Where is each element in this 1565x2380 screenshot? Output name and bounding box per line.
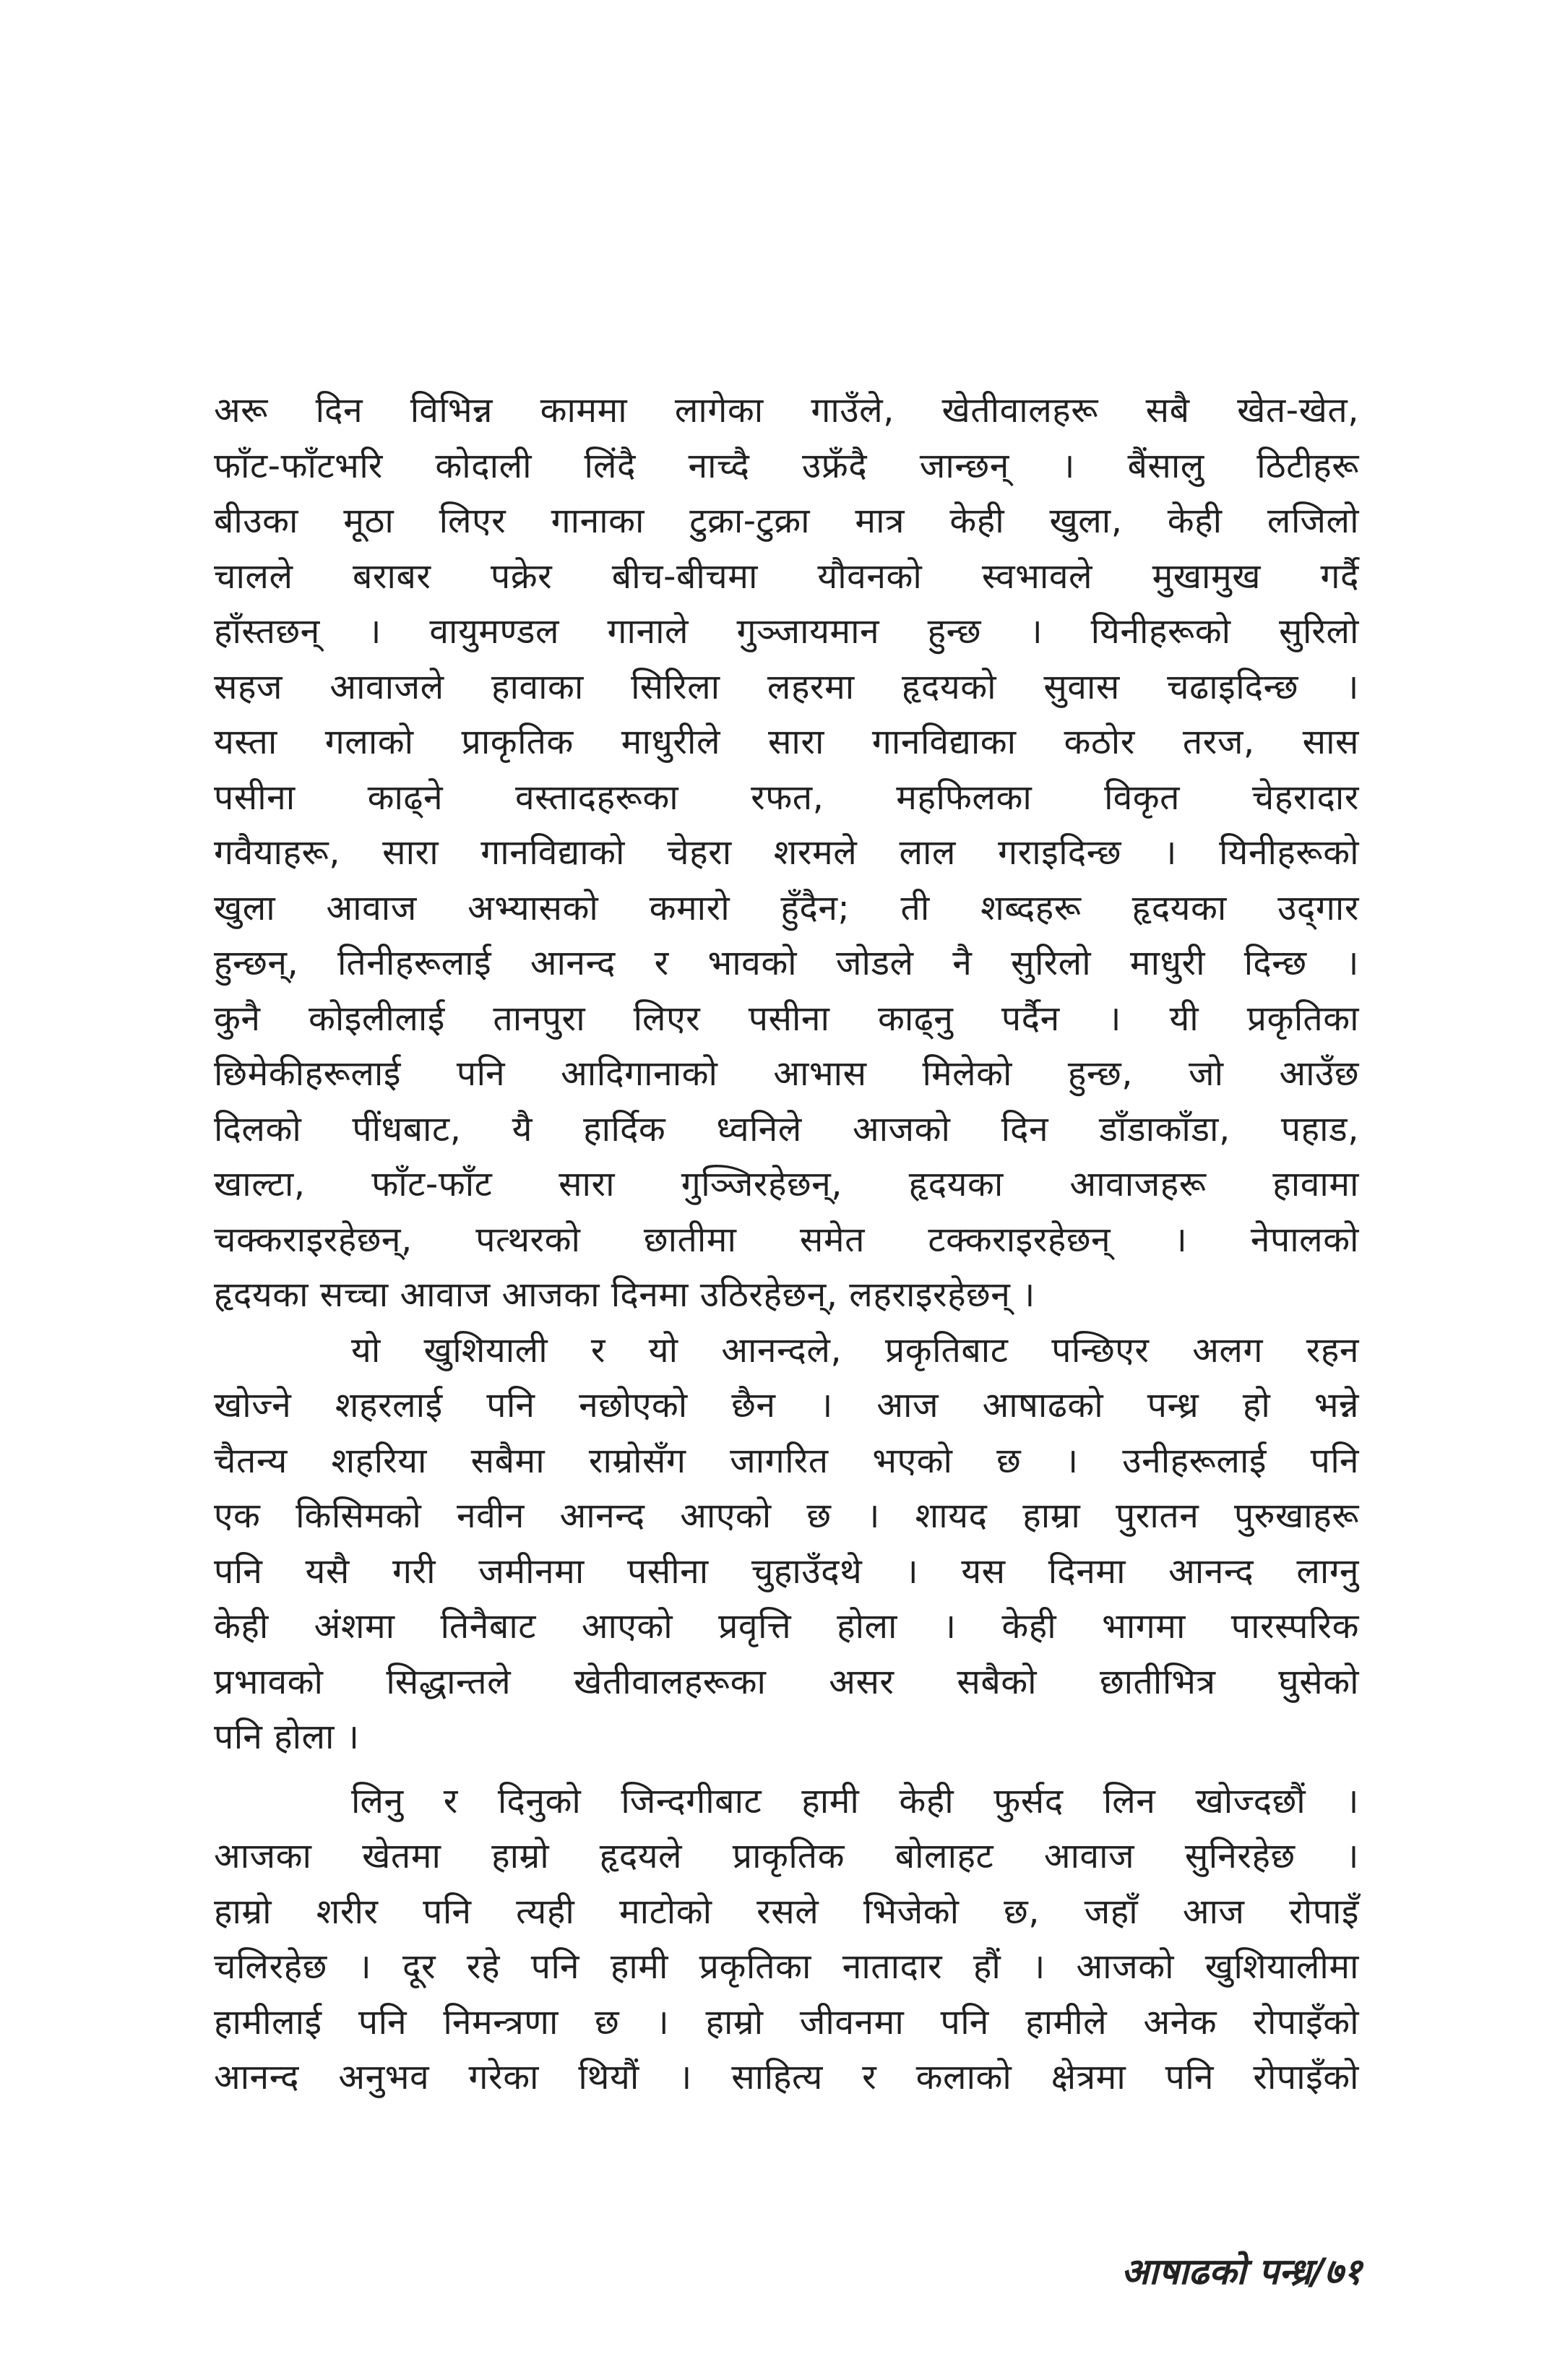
text-line: अरू दिन विभिन्न काममा लागेका गाउँले, खेतीवालहरू सबै खेत-खेत, — [214, 390, 1359, 431]
page-number: ७१ — [1324, 2251, 1362, 2293]
text-line: हामीलाई पनि निमन्त्रणा छ । हाम्रो जीवनमा पनि हामीले अनेक रोपाइँको — [214, 2001, 1359, 2043]
text-line: फाँट-फाँटभरि कोदाली लिंदै नाच्दै उफ्रँदै जान्छन् । बैंसालु ठिटीहरू — [214, 445, 1359, 486]
running-title: आषाढको पन्ध्र — [1121, 2251, 1311, 2293]
text-line: हुन्छन्, तिनीहरूलाई आनन्द र भावको जोडले नै सुरिलो माधुरी दिन्छ । — [214, 943, 1359, 983]
text-line: चक्कराइरहेछन्, पत्थरको छातीमा समेत टक्कराइरहेछन् । नेपालको — [214, 1219, 1359, 1260]
text-line: हाम्रो शरीर पनि त्यही माटोको रसले भिजेको छ, जहाँ आज रोपाइँ — [214, 1891, 1359, 1932]
text-line: यस्ता गलाको प्राकृतिक माधुरीले सारा गानविद्याका कठोर तरज, सास — [214, 722, 1359, 762]
paragraph-2 — [214, 1323, 1359, 1765]
text-line: कुनै कोइलीलाई तानपुरा लिएर पसीना काढ्नु पर्दैन । यी प्रकृतिका — [214, 998, 1359, 1039]
page-footer — [1030, 2246, 1362, 2295]
text-line: आजका खेतमा हाम्रो हृदयले प्राकृतिक बोलाहट आवाज सुनिरहेछ । — [214, 1836, 1359, 1876]
text-line: दिलको पींधबाट, यै हार्दिक ध्वनिले आजको दिन डाँडाकाँडा, पहाड, — [214, 1108, 1359, 1150]
text-line: चालले बराबर पक्रेर बीच-बीचमा यौवनको स्वभावले मुखामुख गर्दै — [214, 556, 1359, 597]
text-line: पनि होला । — [214, 1717, 360, 1757]
text-line: चलिरहेछ । दूर रहे पनि हामी प्रकृतिका नातादार हौं । आजको खुशियालीमा — [214, 1946, 1359, 1987]
text-line: हृदयका सच्चा आवाज आजका दिनमा उठिरहेछन्, लहराइरहेछन् । — [214, 1275, 1035, 1315]
text-line: पसीना काढ्ने वस्तादहरूका रफत, महफिलका विकृत चेहरादार — [214, 777, 1359, 818]
text-line: यो खुशियाली र यो आनन्दले, प्रकृतिबाट पन्छिएर अलग रहन — [351, 1329, 1359, 1371]
text-line: एक किसिमको नवीन आनन्द आएको छ । शायद हाम्रा पुरातन पुरुखाहरू — [214, 1496, 1359, 1536]
footer-separator: / — [1311, 2251, 1324, 2293]
text-line: छिमेकीहरूलाई पनि आदिगानाको आभास मिलेको हुन्छ, जो आउँछ — [214, 1053, 1359, 1094]
text-line: प्रभावको सिद्धान्तले खेतीवालहरूका असर सबैको छातीभित्र घुसेको — [214, 1661, 1359, 1702]
text-line: पनि यसै गरी जमीनमा पसीना चुहाउँदथे । यस दिनमा आनन्द लाग्नु — [214, 1551, 1359, 1592]
paragraph-1 — [214, 383, 1359, 1323]
text-line: गवैयाहरू, सारा गानविद्याको चेहरा शरमले लाल गराइदिन्छ । यिनीहरूको — [214, 832, 1359, 873]
text-line: बीउका मूठा लिएर गानाका टुक्रा-टुक्रा मात्र केही खुला, केही लजिलो — [214, 501, 1359, 541]
text-line: आनन्द अनुभव गरेका थियौं । साहित्य र कलाको क्षेत्रमा पनि रोपाइँको — [214, 2057, 1359, 2097]
text-line: हाँस्तछन् । वायुमण्डल गानाले गुञ्जायमान हुन्छ । यिनीहरूको सुरिलो — [214, 611, 1359, 652]
text-line: लिनु र दिनुको जिन्दगीबाट हामी केही फुर्सद लिन खोज्दछौं । — [351, 1780, 1359, 1821]
text-line: सहज आवाजले हावाका सिरिला लहरमा हृदयको सुवास चढाइदिन्छ । — [214, 666, 1359, 707]
text-line: चैतन्य शहरिया सबैमा राम्रोसँग जागरित भएको छ । उनीहरूलाई पनि — [214, 1440, 1359, 1481]
text-line: खाल्टा, फाँट-फाँट सारा गुञ्जिरहेछन्, हृदयका आवाजहरू हावामा — [214, 1164, 1359, 1204]
body-text — [214, 383, 1359, 2105]
text-line: खुला आवाज अभ्यासको कमारो हुँदैन; ती शब्दहरू हृदयका उद्‌गार — [214, 887, 1359, 928]
text-line: केही अंशमा तिनैबाट आएको प्रवृत्ति होला । केही भागमा पारस्परिक — [214, 1606, 1359, 1647]
paragraph-spacer — [214, 1765, 1359, 1774]
text-line: खोज्ने शहरलाई पनि नछोएको छैन । आज आषाढको पन्ध्र हो भन्ने — [214, 1385, 1359, 1426]
paragraph-3 — [214, 1774, 1359, 2105]
